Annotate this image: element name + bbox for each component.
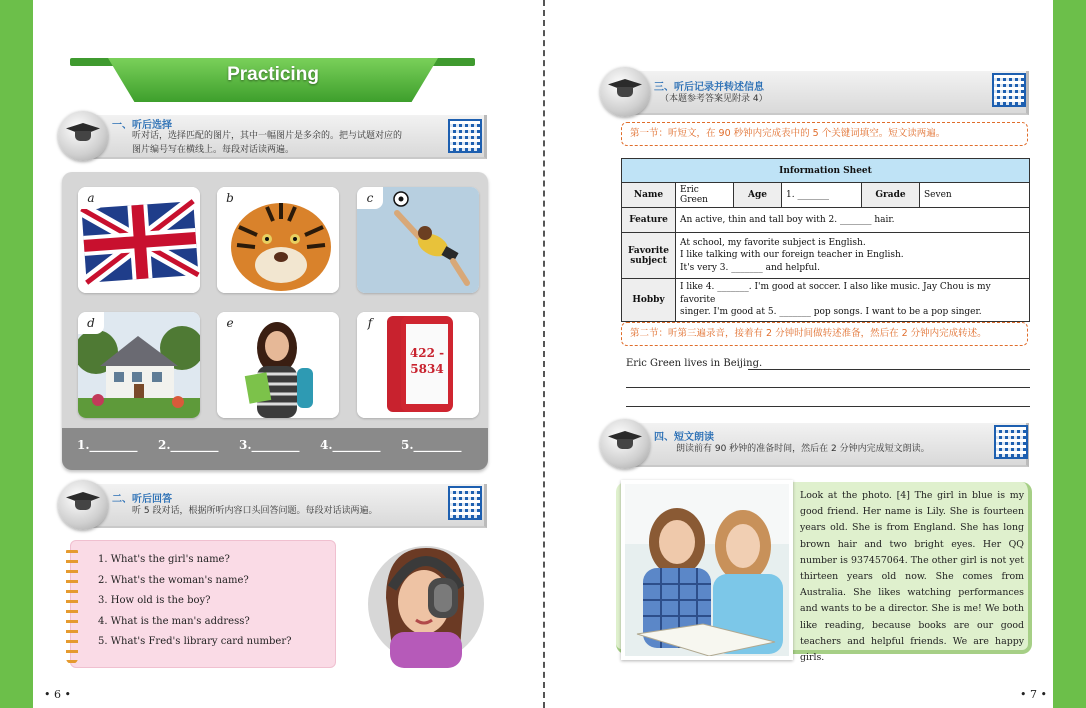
hobby-value[interactable]	[676, 279, 1030, 322]
picture-letter: e	[217, 312, 243, 334]
picture-letter: a	[78, 187, 104, 209]
picture-f	[357, 312, 479, 418]
blank-1[interactable]: 1.________	[77, 438, 138, 452]
section3-title: 三、听后记录并转述信息	[654, 82, 764, 93]
grade-value: Seven	[920, 183, 1030, 208]
picture-b	[217, 187, 339, 293]
question-4: 4. What is the man's address?	[98, 615, 250, 627]
right-page-edge	[1053, 0, 1086, 708]
section4-desc: 朗读前有 90 秒钟的准备时间，然后在 2 分钟内完成短文朗读。	[676, 444, 930, 454]
headphone-girl-illustration	[356, 528, 486, 668]
page-number-right: • 7 •	[1020, 688, 1047, 701]
retell-line-2[interactable]	[626, 387, 1030, 388]
question-5: 5. What's Fred's library card number?	[98, 636, 292, 647]
question-2: 2. What's the woman's name?	[98, 574, 249, 586]
name-value: Eric Green	[676, 183, 734, 208]
picture-letter: b	[217, 187, 243, 209]
grade-label: Grade	[862, 183, 920, 208]
section2-title: 二、听后回答	[112, 494, 172, 505]
feature-value[interactable]: An active, thin and tall boy with 2. _______ hair.	[676, 208, 1030, 233]
note-part1: 第一节：听短文，在 90 秒钟内完成表中的 5 个关键词填空。短文读两遍。	[621, 122, 1028, 146]
subject-line-3: It's very 3. _______ and helpful.	[680, 262, 821, 273]
two-girls-reading-image	[625, 484, 793, 660]
picture-d	[78, 312, 200, 418]
qr-code-icon[interactable]	[994, 425, 1028, 459]
subject-label: Favorite subject	[622, 233, 676, 279]
age-label: Age	[734, 183, 782, 208]
qr-code-icon[interactable]	[992, 73, 1026, 107]
question-1: 1. What's the girl's name?	[98, 554, 230, 565]
graduation-cap-icon	[600, 67, 650, 117]
name-label: Name	[622, 183, 676, 208]
phone-screen-line1: 422 -	[409, 346, 445, 360]
hobby-line-1: I like 4. _______. I'm good at soccer. I also like music. Jay Chou is my favorite	[680, 282, 991, 305]
table-header: Information Sheet	[622, 159, 1030, 183]
phone-screen-line2: 5834	[410, 362, 444, 376]
left-page-edge	[0, 0, 33, 708]
subject-line-2: I like talking with our foreign teacher in English.	[680, 250, 904, 261]
notebook-coil	[66, 546, 78, 664]
banner-title: Practicing	[227, 64, 319, 85]
hobby-line-2: singer. I'm good at 5. _______ pop songs. I want to be a pop singer.	[680, 307, 982, 317]
blank-5[interactable]: 5.________	[401, 438, 462, 452]
blank-3[interactable]: 3.________	[239, 438, 300, 452]
qr-code-icon[interactable]	[448, 119, 482, 153]
subject-value[interactable]	[676, 233, 1030, 279]
picture-e	[217, 312, 339, 418]
picture-c	[357, 187, 479, 293]
page-number-left: • 6 •	[44, 688, 71, 701]
question-3: 3. How old is the boy?	[98, 595, 211, 606]
feature-label: Feature	[622, 208, 676, 233]
subject-line-1: At school, my favorite subject is English.	[680, 237, 866, 248]
section3-subtitle: （本题参考答案见附录 4）	[660, 94, 768, 104]
section1-desc-2: 图片编号写在横线上。每段对话读两遍。	[132, 145, 295, 155]
blank-4[interactable]: 4.________	[320, 438, 381, 452]
blank-2[interactable]: 2.________	[158, 438, 219, 452]
graduation-cap-icon	[58, 111, 108, 161]
qr-code-icon[interactable]	[448, 486, 482, 520]
section1-title: 一、听后选择	[112, 120, 172, 131]
question-list	[98, 550, 291, 653]
retell-start: Eric Green lives in Beijing.	[626, 358, 763, 369]
two-girls-photo	[621, 480, 793, 660]
section2-desc: 听 5 段对话，根据所听内容口头回答问题。每段对话读两遍。	[132, 506, 378, 516]
picture-letter: c	[357, 187, 383, 209]
picture-a	[78, 187, 200, 293]
age-value[interactable]: 1. _______	[782, 183, 862, 208]
page-spine	[543, 0, 545, 708]
picture-letter: f	[357, 312, 383, 334]
retell-line-3[interactable]	[626, 406, 1030, 407]
note-part2: 第二节：听第三遍录音，接着有 2 分钟时间做转述准备，然后在 2 分钟内完成转述。	[621, 322, 1028, 346]
reading-passage: Look at the photo. [4] The girl in blue is my good friend. Her name is Lily. She is fourteen years old. She is from England. She has long brown hair and two bright eyes. Her QQ number is 937457064. The other girl is not yet thirteen years old now. She comes from Australia. She likes watching performances and wants to be a director. She is me! We both like reading, because books are our good teachers and helpful friends. We are happy girls.	[800, 490, 1024, 664]
hobby-label: Hobby	[622, 279, 676, 322]
section1-desc-1: 听对话，选择匹配的图片，其中一幅图片是多余的。把与试题对应的	[132, 131, 403, 141]
retell-line-1[interactable]	[748, 369, 1030, 370]
graduation-cap-icon	[600, 419, 650, 469]
graduation-cap-icon	[58, 480, 108, 530]
section4-title: 四、短文朗读	[654, 432, 714, 443]
picture-letter: d	[78, 312, 104, 334]
information-sheet	[621, 158, 1030, 322]
